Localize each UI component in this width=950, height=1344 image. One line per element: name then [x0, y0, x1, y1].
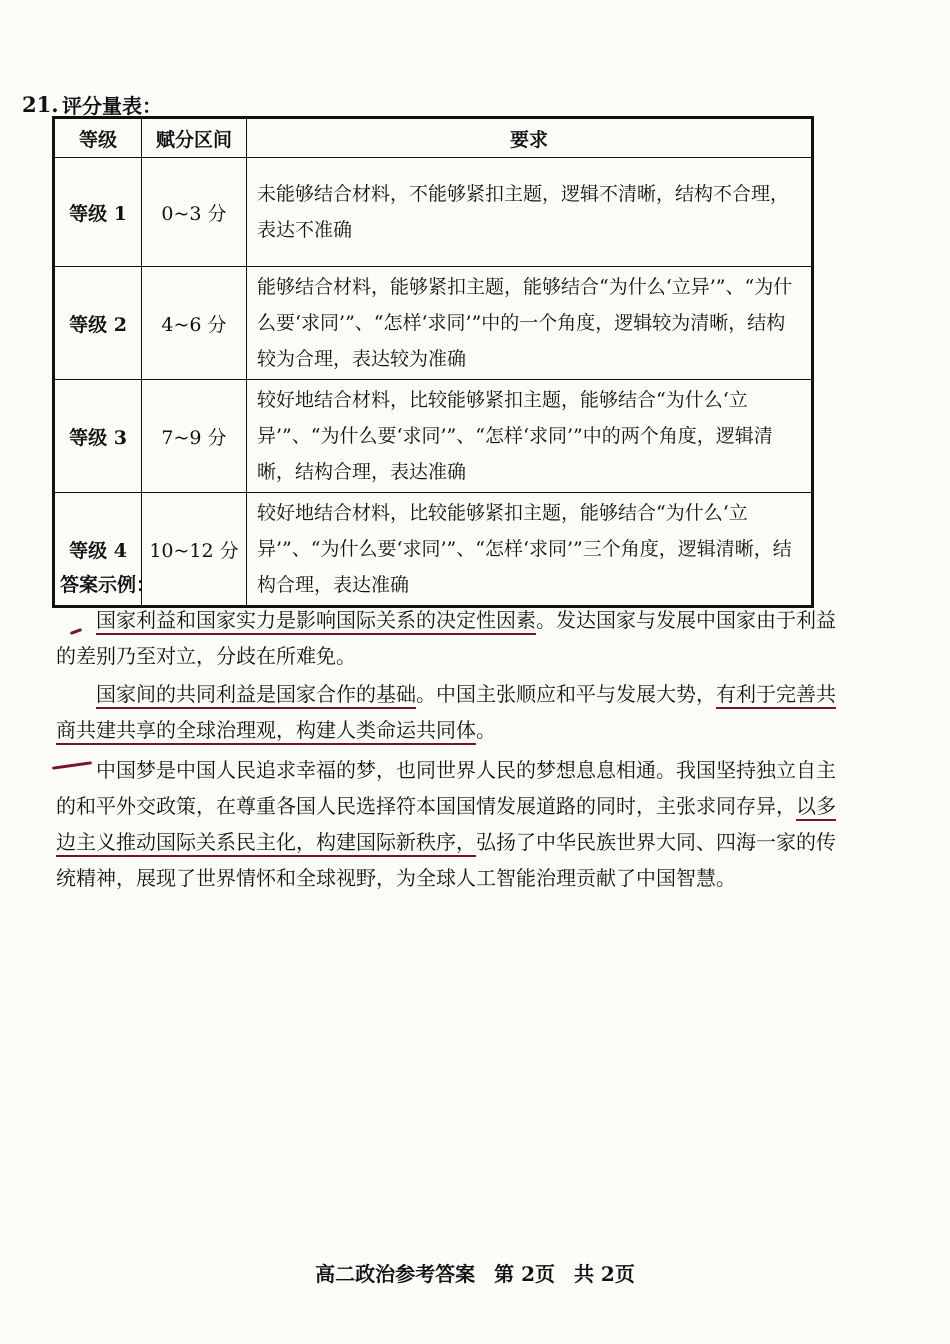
header-requirement: 要求 — [247, 118, 813, 158]
rubric-table — [52, 116, 814, 608]
paragraph-text: 弘扬了中华民族世界大同、四海一家的传统精神，展现了世界情怀和全球视野，为全球人工智能治理贡献了中国智慧。 — [56, 830, 836, 890]
underlined-phrase: 国家利益和国家实力是影响国际关系的决定性因素 — [96, 608, 536, 635]
score-cell: 4~6 分 — [142, 267, 247, 380]
level-cell: 等级 4 — [54, 493, 142, 607]
question-number: 21. — [22, 92, 59, 117]
score-cell: 10~12 分 — [142, 493, 247, 607]
underlined-phrase: 国家间的共同利益是国家合作的基础 — [96, 682, 416, 709]
footer-page-number: 第 2页 — [494, 1262, 555, 1286]
table-row — [54, 380, 813, 493]
requirement-cell: 较好地结合材料，比较能够紧扣主题，能够结合“为什么‘立异’”、“为什么要‘求同’”、“怎样‘求同’”中的两个角度，逻辑清晰，结构合理，表达准确 — [247, 380, 813, 493]
page-footer — [0, 1258, 950, 1287]
table-row — [54, 493, 813, 607]
level-cell: 等级 2 — [54, 267, 142, 380]
table-header-row — [54, 118, 813, 158]
requirement-cell: 能够结合材料，能够紧扣主题，能够结合“为什么‘立异’”、“为什么要‘求同’”、“怎样‘求同’”中的一个角度，逻辑较为清晰，结构较为合理，表达较为准确 — [247, 267, 813, 380]
requirement-cell: 未能够结合材料，不能够紧扣主题，逻辑不清晰，结构不合理，表达不准确 — [247, 158, 813, 267]
answer-heading: 答案示例： — [60, 574, 156, 596]
requirement-cell: 较好地结合材料，比较能够紧扣主题，能够结合“为什么‘立异’”、“为什么要‘求同’”、“怎样‘求同’”三个角度，逻辑清晰，结构合理，表达准确 — [247, 493, 813, 607]
header-level: 等级 — [54, 118, 142, 158]
footer-total-pages: 共 2页 — [573, 1262, 635, 1286]
footer-title: 高二政治参考答案 — [315, 1262, 476, 1286]
score-cell: 0~3 分 — [142, 158, 247, 267]
answer-paragraph-1 — [56, 602, 836, 674]
rubric-title: 评分量表： — [62, 94, 162, 118]
table-row — [54, 267, 813, 380]
paragraph-text: 。发达国家与发展中国家由于利益的差别乃至对立，分歧在所难免。 — [56, 608, 836, 668]
paragraph-text: 中国梦是中国人民追求幸福的梦，也同世界人民的梦想息息相通。我国坚持独立自主的和平外交政策，在尊重各国人民选择符本国国情发展道路的同时，主张求同存异， — [56, 758, 836, 818]
underlined-phrase: 以多边主义推动国际关系民主化，构建国际新秩序， — [56, 794, 836, 857]
level-cell: 等级 1 — [54, 158, 142, 267]
paragraph-text: 。 — [476, 718, 496, 742]
table-row — [54, 158, 813, 267]
answer-paragraph-2 — [56, 676, 836, 748]
underlined-phrase: 有利于完善共商共建共享的全球治理观，构建人类命运共同体 — [56, 682, 836, 745]
score-cell: 7~9 分 — [142, 380, 247, 493]
header-score-range: 赋分区间 — [142, 118, 247, 158]
answer-paragraph-3 — [56, 752, 836, 896]
paragraph-text: 。中国主张顺应和平与发展大势， — [416, 682, 716, 706]
level-cell: 等级 3 — [54, 380, 142, 493]
